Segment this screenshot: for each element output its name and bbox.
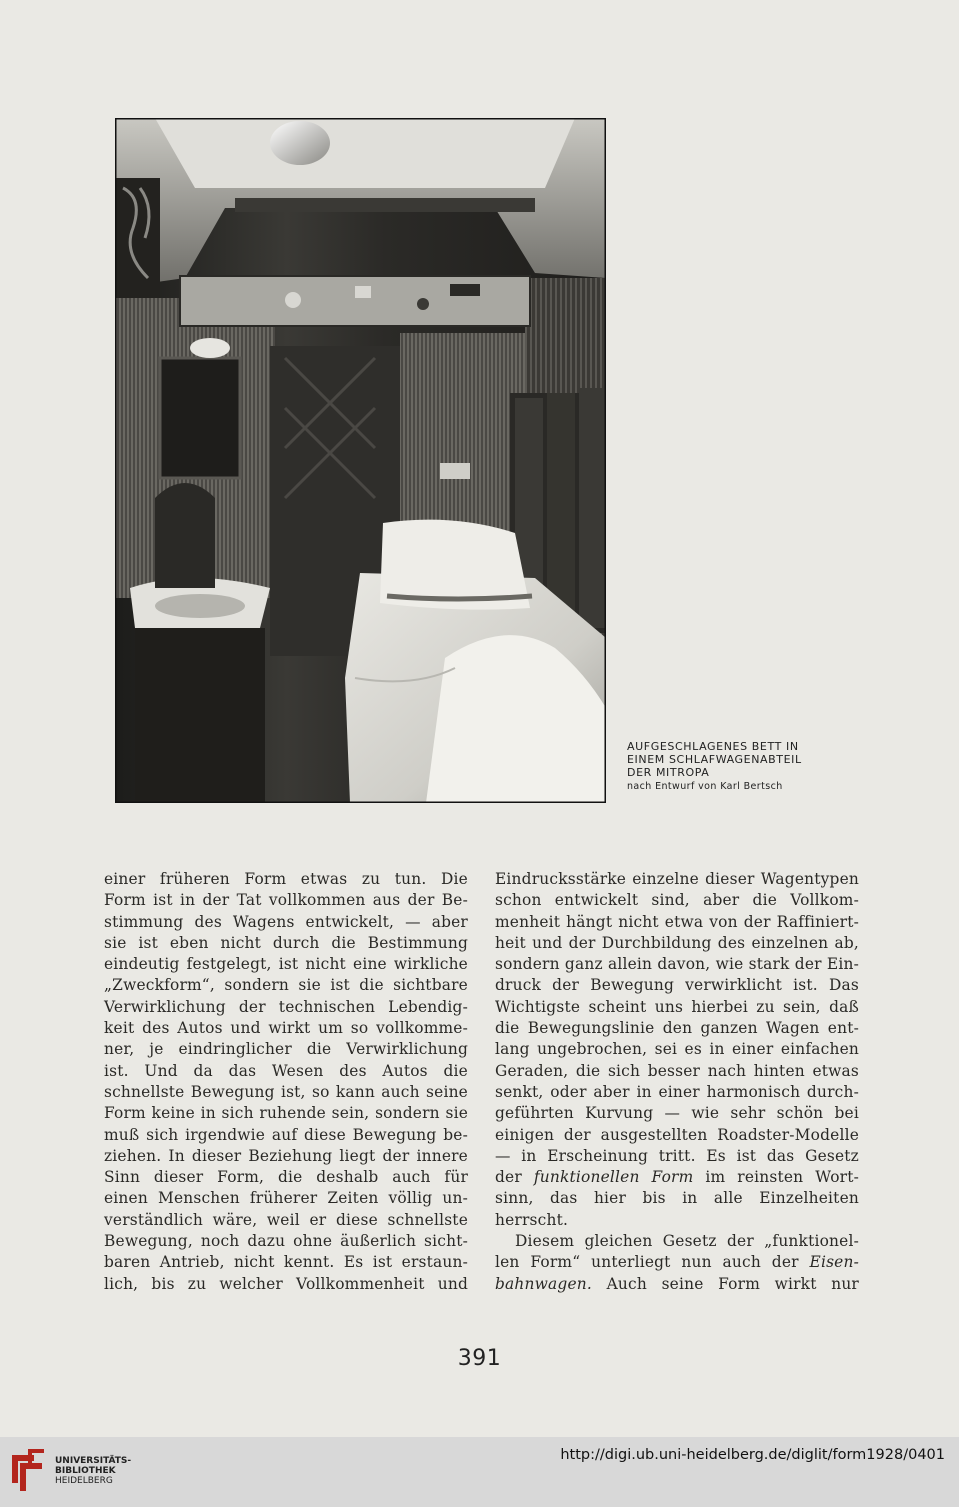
library-name (55, 1456, 131, 1486)
text-fragment: Auch seine Form wirkt nur (591, 1274, 859, 1293)
text-line: sinn, das hier bis in alle Einzelheiten (495, 1189, 859, 1208)
text-line: Form keine in sich ruhende sein, sondern sie (104, 1104, 468, 1123)
figure-caption (627, 740, 857, 793)
text-line: Diesem gleichen Gesetz der „funktionel- (515, 1232, 859, 1251)
sleeping-car-photo (115, 118, 606, 803)
text-line: keit des Autos und wirkt um so vollkomme- (104, 1019, 468, 1038)
text-line: Form ist in der Tat vollkommen aus der Be- (104, 891, 468, 910)
text-line: die Bewegungslinie den ganzen Wagen ent- (495, 1019, 859, 1038)
text-line: einer früheren Form etwas zu tun. Die (104, 870, 468, 888)
text-fragment: len Form“ unterliegt nun auch der (495, 1253, 810, 1272)
library-name-line: BIBLIOTHEK (55, 1466, 116, 1476)
text-line: eindeutig festgelegt, ist nicht eine wirkliche (104, 955, 468, 974)
page-number: 391 (457, 1346, 502, 1371)
library-logo-icon (8, 1447, 48, 1493)
text-fragment: der (495, 1168, 534, 1187)
text-line: „Zweckform“, sondern sie ist die sichtbare (104, 976, 468, 995)
text-line: schon entwickelt sind, aber die Vollkom- (495, 891, 859, 910)
caption-line: EINEM SCHLAFWAGENABTEIL (627, 753, 802, 766)
caption-credit: nach Entwurf von Karl Bertsch (627, 781, 783, 792)
text-line: baren Antrieb, nicht kennt. Es ist erstaun- (104, 1253, 468, 1272)
library-name-line: UNIVERSITÄTS- (55, 1456, 132, 1466)
permalink-url[interactable]: http://digi.ub.uni-heidelberg.de/diglit/form1928/0401 (560, 1447, 945, 1463)
italic-term: Eisen- (809, 1253, 859, 1272)
italic-term: bahnwagen. (495, 1274, 592, 1293)
caption-line: DER MITROPA (627, 766, 710, 779)
text-line: schnellste Bewegung ist, so kann auch seine (104, 1082, 468, 1101)
text-line: Verwirklichung der technischen Lebendig- (104, 997, 468, 1016)
text-line: sondern ganz allein davon, wie stark der Ein- (495, 955, 859, 974)
library-name-line: HEIDELBERG (55, 1476, 113, 1486)
text-line (495, 1167, 859, 1188)
text-line: sie ist eben nicht durch die Bestimmung (104, 933, 468, 952)
italic-term: funktionellen Form (533, 1168, 694, 1187)
text-line: ziehen. In dieser Beziehung liegt der innere (104, 1146, 468, 1165)
text-line: geführten Kurvung — wie sehr schön bei (495, 1104, 859, 1123)
caption-line: AUFGESCHLAGENES BETT IN (627, 740, 799, 753)
text-line: menheit hängt nicht etwa von der Raffiniert- (495, 912, 859, 931)
right-column-text (495, 869, 859, 1295)
text-line (495, 1252, 859, 1273)
text-line: verständlich wäre, weil er diese schnellste (104, 1210, 468, 1229)
text-line: senkt, oder aber in einer harmonisch durch- (495, 1082, 859, 1101)
text-line: muß sich irgendwie auf diese Bewegung be- (104, 1125, 468, 1144)
text-line: Geraden, die sich besser nach hinten etwas (495, 1061, 859, 1080)
text-line: einigen der ausgestellten Roadster-Modelle (495, 1125, 859, 1144)
text-line: lang ungebrochen, sei es in einer einfachen (495, 1040, 859, 1059)
photo-drawing (115, 118, 606, 803)
text-line: Eindrucksstärke einzelne dieser Wagentypen (495, 870, 859, 888)
text-line: einen Menschen früherer Zeiten völlig un- (104, 1189, 468, 1208)
text-line: — in Erscheinung tritt. Es ist das Gesetz (495, 1146, 859, 1165)
text-line: heit und der Durchbildung des einzelnen ab, (495, 933, 859, 952)
text-line: ist. Und da das Wesen des Autos die (104, 1061, 468, 1080)
left-column-text (104, 869, 468, 1295)
text-line (495, 1274, 859, 1295)
text-line: Sinn dieser Form, die deshalb auch für (104, 1168, 468, 1187)
text-fragment: im reinsten Wort- (693, 1168, 860, 1187)
text-line: Bewegung, noch dazu ohne äußerlich sicht- (104, 1232, 468, 1251)
text-line: lich, bis zu welcher Vollkommenheit und (104, 1274, 468, 1293)
text-line: Wichtigste scheint uns hierbei zu sein, daß (495, 997, 859, 1016)
text-line: ner, je eindringlicher die Verwirklichung (104, 1040, 468, 1059)
text-line: druck der Bewegung verwirklicht ist. Das (495, 976, 859, 995)
text-line: stimmung des Wagens entwickelt, — aber (104, 912, 468, 931)
text-line: herrscht. (495, 1210, 569, 1229)
